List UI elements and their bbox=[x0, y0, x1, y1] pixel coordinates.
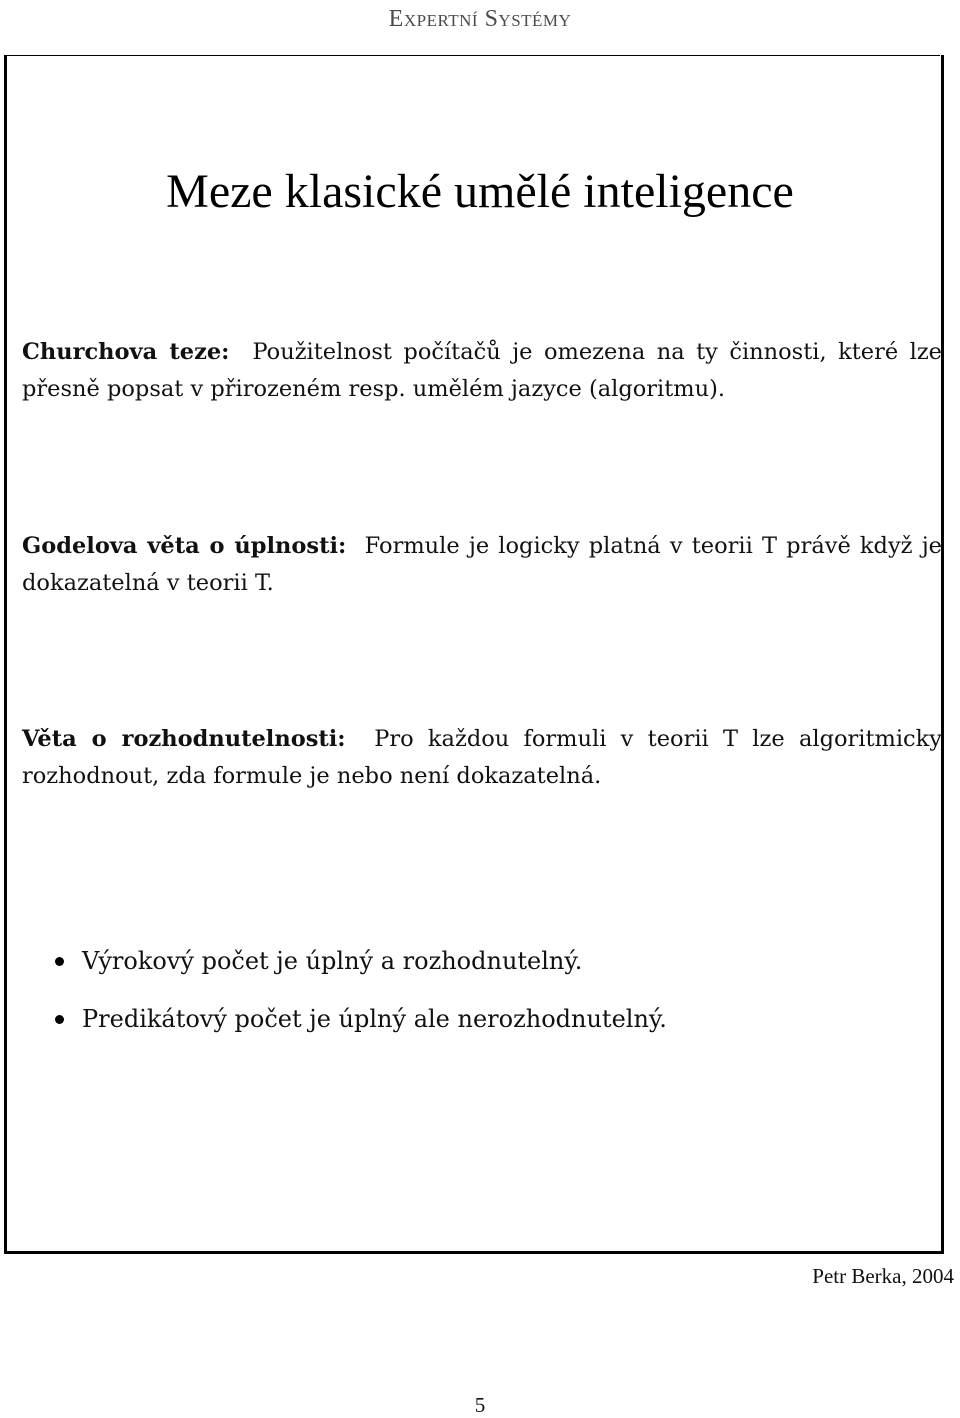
term-label: Věta o rozhodnutelnosti: bbox=[22, 726, 346, 752]
term-label: Godelova věta o úplnosti: bbox=[22, 533, 347, 559]
paragraph-text: Použitelnost počítačů je omezena na ty činnosti, které lze přesně popsat v přirozeném resp. umělém jazyce (algoritmu). bbox=[22, 339, 942, 402]
list-item bbox=[50, 999, 667, 1039]
paragraph-godel-completeness bbox=[22, 528, 942, 602]
bullet-list bbox=[50, 941, 667, 1057]
slide-title: Meze klasické umělé inteligence bbox=[166, 165, 794, 218]
bullet-icon bbox=[55, 1015, 64, 1024]
slide-frame bbox=[4, 55, 944, 1254]
paragraph-text: Formule je logicky platná v teorii T právě když je dokazatelná v teorii T. bbox=[22, 533, 942, 596]
paragraph-text: Pro každou formuli v teorii T lze algoritmicky rozhodnout, zda formule je nebo není dokazatelná. bbox=[22, 726, 942, 789]
list-item bbox=[50, 941, 667, 981]
header-title: Expertní Systémy bbox=[388, 6, 572, 32]
bullet-icon bbox=[55, 957, 64, 966]
paragraph-church-thesis bbox=[22, 334, 942, 408]
list-item-text: Výrokový počet je úplný a rozhodnutelný. bbox=[82, 947, 583, 975]
footer-author: Petr Berka, 2004 bbox=[812, 1264, 954, 1288]
term-label: Churchova teze: bbox=[22, 339, 230, 365]
page-number: 5 bbox=[474, 1393, 486, 1417]
paragraph-decidability bbox=[22, 721, 942, 795]
list-item-text: Predikátový počet je úplný ale nerozhodnutelný. bbox=[82, 1005, 667, 1033]
